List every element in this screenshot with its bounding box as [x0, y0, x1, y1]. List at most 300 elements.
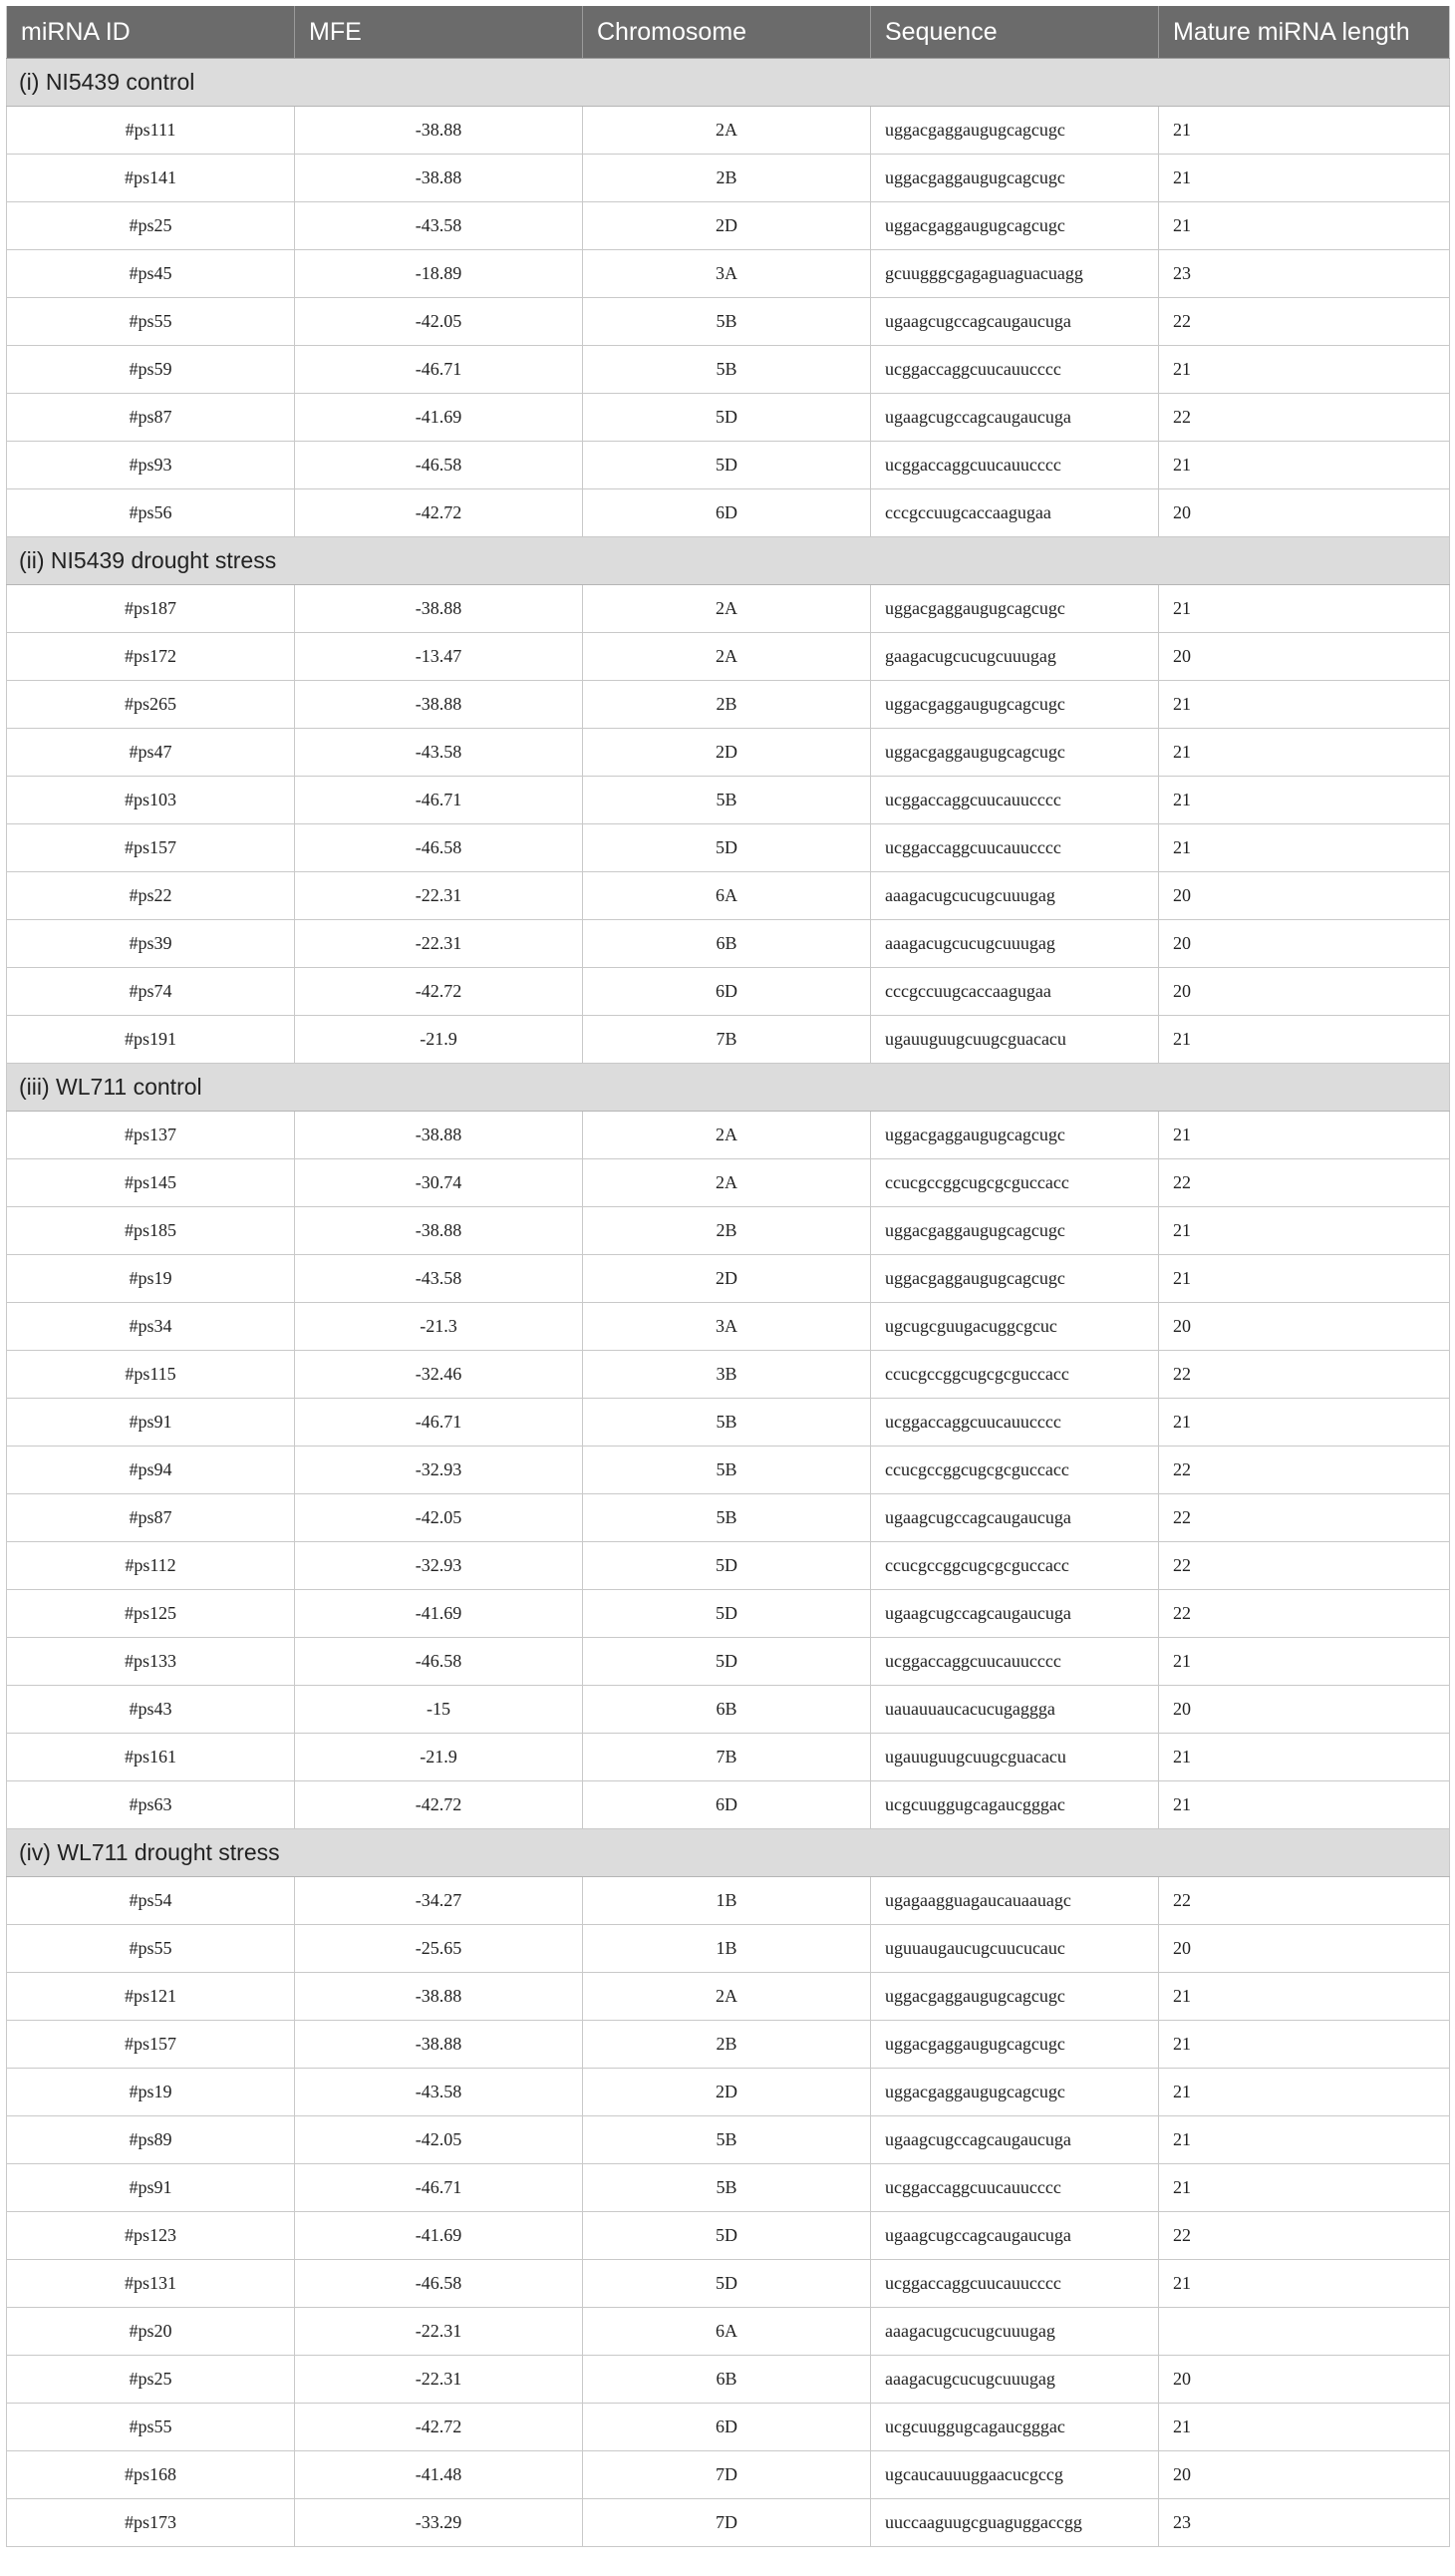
mfe-cell: -34.27: [295, 1877, 583, 1925]
mature-length-cell: 22: [1159, 1877, 1450, 1925]
table-row: [7, 2069, 1450, 2116]
mirna-id-cell: #ps45: [7, 250, 295, 298]
sequence-cell: uggacgaggaugugcagcugc: [871, 202, 1159, 250]
mirna-id-cell: #ps187: [7, 585, 295, 633]
chromosome-cell: 5B: [583, 2116, 871, 2164]
mirna-id-cell: #ps125: [7, 1590, 295, 1638]
mirna-id-cell: #ps59: [7, 346, 295, 394]
chromosome-cell: 5B: [583, 1447, 871, 1494]
sequence-cell: ugaagcugccagcaugaucuga: [871, 394, 1159, 442]
mfe-cell: -38.88: [295, 585, 583, 633]
table-row: [7, 2116, 1450, 2164]
mfe-cell: -38.88: [295, 1112, 583, 1159]
header-chromosome: Chromosome: [583, 6, 871, 59]
mfe-cell: -38.88: [295, 681, 583, 729]
sequence-cell: aaagacugcucugcuuugag: [871, 2308, 1159, 2356]
table-row: [7, 633, 1450, 681]
mature-length-cell: 22: [1159, 1351, 1450, 1399]
mirna-id-cell: #ps74: [7, 968, 295, 1016]
sequence-cell: uggacgaggaugugcagcugc: [871, 107, 1159, 155]
table-row: [7, 1542, 1450, 1590]
chromosome-cell: 6D: [583, 968, 871, 1016]
chromosome-cell: 5B: [583, 346, 871, 394]
mature-length-cell: 22: [1159, 1542, 1450, 1590]
chromosome-cell: 6B: [583, 2356, 871, 2404]
chromosome-cell: 5D: [583, 1638, 871, 1686]
mfe-cell: -46.71: [295, 2164, 583, 2212]
group-label: (i) NI5439 control: [7, 59, 1450, 107]
sequence-cell: uggacgaggaugugcagcugc: [871, 1255, 1159, 1303]
mature-length-cell: 21: [1159, 1973, 1450, 2021]
mature-length-cell: 21: [1159, 155, 1450, 202]
mfe-cell: -41.69: [295, 1590, 583, 1638]
mfe-cell: -46.58: [295, 1638, 583, 1686]
sequence-cell: ugaagcugccagcaugaucuga: [871, 298, 1159, 346]
chromosome-cell: 6D: [583, 489, 871, 537]
mature-length-cell: 22: [1159, 394, 1450, 442]
chromosome-cell: 2A: [583, 1112, 871, 1159]
sequence-cell: uggacgaggaugugcagcugc: [871, 1112, 1159, 1159]
chromosome-cell: 1B: [583, 1877, 871, 1925]
mature-length-cell: 21: [1159, 346, 1450, 394]
mature-length-cell: 21: [1159, 1207, 1450, 1255]
table-row: [7, 1255, 1450, 1303]
mirna-id-cell: #ps168: [7, 2451, 295, 2499]
mfe-cell: -33.29: [295, 2499, 583, 2547]
mirna-id-cell: #ps265: [7, 681, 295, 729]
chromosome-cell: 2B: [583, 1207, 871, 1255]
table-row: [7, 346, 1450, 394]
chromosome-cell: 3A: [583, 1303, 871, 1351]
table-row: [7, 489, 1450, 537]
mfe-cell: -22.31: [295, 2308, 583, 2356]
mature-length-cell: 21: [1159, 442, 1450, 489]
mirna-id-cell: #ps115: [7, 1351, 295, 1399]
chromosome-cell: 2A: [583, 1973, 871, 2021]
mfe-cell: -22.31: [295, 872, 583, 920]
table-row: [7, 2021, 1450, 2069]
chromosome-cell: 5D: [583, 394, 871, 442]
mirna-table: [6, 6, 1450, 2547]
group-label: (ii) NI5439 drought stress: [7, 537, 1450, 585]
group-row: [7, 59, 1450, 107]
table-row: [7, 1877, 1450, 1925]
mirna-id-cell: #ps185: [7, 1207, 295, 1255]
mirna-id-cell: #ps39: [7, 920, 295, 968]
sequence-cell: ccucgccggcugcgcguccacc: [871, 1159, 1159, 1207]
sequence-cell: uggacgaggaugugcagcugc: [871, 1973, 1159, 2021]
mature-length-cell: 21: [1159, 1638, 1450, 1686]
mature-length-cell: 22: [1159, 1159, 1450, 1207]
sequence-cell: ccucgccggcugcgcguccacc: [871, 1447, 1159, 1494]
table-row: [7, 920, 1450, 968]
mature-length-cell: 21: [1159, 2021, 1450, 2069]
table-row: [7, 2308, 1450, 2356]
mfe-cell: -13.47: [295, 633, 583, 681]
chromosome-cell: 2A: [583, 107, 871, 155]
mature-length-cell: 22: [1159, 1590, 1450, 1638]
table-row: [7, 2260, 1450, 2308]
mature-length-cell: 21: [1159, 824, 1450, 872]
mirna-id-cell: #ps137: [7, 1112, 295, 1159]
table-row: [7, 394, 1450, 442]
mirna-id-cell: #ps103: [7, 777, 295, 824]
table-row: [7, 442, 1450, 489]
table-row: [7, 968, 1450, 1016]
group-label: (iv) WL711 drought stress: [7, 1829, 1450, 1877]
mature-length-cell: 21: [1159, 681, 1450, 729]
sequence-cell: ugaagcugccagcaugaucuga: [871, 1590, 1159, 1638]
sequence-cell: ucgcuuggugcagaucgggac: [871, 1781, 1159, 1829]
sequence-cell: ugauuguugcuugcguacacu: [871, 1016, 1159, 1064]
mature-length-cell: 21: [1159, 1734, 1450, 1781]
sequence-cell: uguuaugaucugcuucucauc: [871, 1925, 1159, 1973]
table-row: [7, 1447, 1450, 1494]
mirna-id-cell: #ps87: [7, 394, 295, 442]
chromosome-cell: 2A: [583, 585, 871, 633]
table-row: [7, 1303, 1450, 1351]
mature-length-cell: 22: [1159, 1494, 1450, 1542]
chromosome-cell: 2D: [583, 202, 871, 250]
table-row: [7, 107, 1450, 155]
mirna-id-cell: #ps131: [7, 2260, 295, 2308]
chromosome-cell: 7D: [583, 2499, 871, 2547]
table-row: [7, 1734, 1450, 1781]
mature-length-cell: 21: [1159, 2164, 1450, 2212]
mature-length-cell: 21: [1159, 2260, 1450, 2308]
sequence-cell: ucggaccaggcuucauucccc: [871, 346, 1159, 394]
table-row: [7, 1590, 1450, 1638]
mfe-cell: -38.88: [295, 1973, 583, 2021]
table-row: [7, 729, 1450, 777]
table-row: [7, 298, 1450, 346]
mfe-cell: -46.58: [295, 2260, 583, 2308]
mfe-cell: -15: [295, 1686, 583, 1734]
chromosome-cell: 5B: [583, 1494, 871, 1542]
mirna-id-cell: #ps63: [7, 1781, 295, 1829]
mirna-id-cell: #ps43: [7, 1686, 295, 1734]
table-row: [7, 1016, 1450, 1064]
mirna-id-cell: #ps19: [7, 1255, 295, 1303]
chromosome-cell: 5D: [583, 2260, 871, 2308]
chromosome-cell: 2D: [583, 729, 871, 777]
mfe-cell: -42.05: [295, 1494, 583, 1542]
sequence-cell: ucggaccaggcuucauucccc: [871, 2260, 1159, 2308]
table-row: [7, 1159, 1450, 1207]
mirna-id-cell: #ps55: [7, 1925, 295, 1973]
table-row: [7, 1494, 1450, 1542]
mfe-cell: -32.46: [295, 1351, 583, 1399]
mature-length-cell: 20: [1159, 633, 1450, 681]
mfe-cell: -18.89: [295, 250, 583, 298]
mature-length-cell: 21: [1159, 2069, 1450, 2116]
mirna-id-cell: #ps157: [7, 2021, 295, 2069]
sequence-cell: cccgccuugcaccaagugaa: [871, 489, 1159, 537]
mature-length-cell: 21: [1159, 2404, 1450, 2451]
chromosome-cell: 2D: [583, 1255, 871, 1303]
table-row: [7, 1925, 1450, 1973]
sequence-cell: ccucgccggcugcgcguccacc: [871, 1542, 1159, 1590]
chromosome-cell: 5B: [583, 2164, 871, 2212]
mfe-cell: -42.72: [295, 1781, 583, 1829]
mature-length-cell: [1159, 2308, 1450, 2356]
mature-length-cell: 20: [1159, 489, 1450, 537]
sequence-cell: ugcugcguugacuggcgcuc: [871, 1303, 1159, 1351]
mature-length-cell: 22: [1159, 2212, 1450, 2260]
mature-length-cell: 21: [1159, 1016, 1450, 1064]
mfe-cell: -32.93: [295, 1542, 583, 1590]
mfe-cell: -42.05: [295, 298, 583, 346]
mfe-cell: -46.71: [295, 346, 583, 394]
sequence-cell: ucggaccaggcuucauucccc: [871, 442, 1159, 489]
chromosome-cell: 1B: [583, 1925, 871, 1973]
chromosome-cell: 5D: [583, 2212, 871, 2260]
chromosome-cell: 6A: [583, 872, 871, 920]
sequence-cell: aaagacugcucugcuuugag: [871, 2356, 1159, 2404]
sequence-cell: ucggaccaggcuucauucccc: [871, 824, 1159, 872]
sequence-cell: ugauuguugcuugcguacacu: [871, 1734, 1159, 1781]
table-row: [7, 681, 1450, 729]
mature-length-cell: 23: [1159, 2499, 1450, 2547]
mfe-cell: -42.72: [295, 968, 583, 1016]
table-row: [7, 2212, 1450, 2260]
mirna-id-cell: #ps55: [7, 2404, 295, 2451]
chromosome-cell: 7B: [583, 1016, 871, 1064]
sequence-cell: ucggaccaggcuucauucccc: [871, 777, 1159, 824]
mirna-id-cell: #ps111: [7, 107, 295, 155]
table-row: [7, 202, 1450, 250]
mfe-cell: -42.72: [295, 489, 583, 537]
mirna-id-cell: #ps145: [7, 1159, 295, 1207]
table-row: [7, 585, 1450, 633]
mature-length-cell: 21: [1159, 777, 1450, 824]
table-row: [7, 155, 1450, 202]
mfe-cell: -38.88: [295, 155, 583, 202]
chromosome-cell: 5D: [583, 442, 871, 489]
table-row: [7, 2164, 1450, 2212]
mfe-cell: -41.69: [295, 394, 583, 442]
sequence-cell: gcuugggcgagaguaguacuagg: [871, 250, 1159, 298]
mature-length-cell: 20: [1159, 872, 1450, 920]
mfe-cell: -43.58: [295, 729, 583, 777]
sequence-cell: ugagaagguagaucauaauagc: [871, 1877, 1159, 1925]
chromosome-cell: 6A: [583, 2308, 871, 2356]
sequence-cell: ucgcuuggugcagaucgggac: [871, 2404, 1159, 2451]
mfe-cell: -38.88: [295, 2021, 583, 2069]
chromosome-cell: 2B: [583, 2021, 871, 2069]
chromosome-cell: 5B: [583, 777, 871, 824]
sequence-cell: ccucgccggcugcgcguccacc: [871, 1351, 1159, 1399]
mirna-id-cell: #ps94: [7, 1447, 295, 1494]
mirna-id-cell: #ps34: [7, 1303, 295, 1351]
mirna-id-cell: #ps172: [7, 633, 295, 681]
mfe-cell: -46.58: [295, 824, 583, 872]
chromosome-cell: 5B: [583, 298, 871, 346]
mirna-id-cell: #ps56: [7, 489, 295, 537]
mirna-id-cell: #ps133: [7, 1638, 295, 1686]
table-row: [7, 777, 1450, 824]
chromosome-cell: 6B: [583, 920, 871, 968]
mirna-id-cell: #ps123: [7, 2212, 295, 2260]
mature-length-cell: 21: [1159, 1255, 1450, 1303]
mirna-id-cell: #ps89: [7, 2116, 295, 2164]
sequence-cell: uggacgaggaugugcagcugc: [871, 2069, 1159, 2116]
chromosome-cell: 2A: [583, 633, 871, 681]
sequence-cell: uggacgaggaugugcagcugc: [871, 729, 1159, 777]
chromosome-cell: 2B: [583, 155, 871, 202]
mirna-id-cell: #ps93: [7, 442, 295, 489]
sequence-cell: aaagacugcucugcuuugag: [871, 872, 1159, 920]
sequence-cell: uggacgaggaugugcagcugc: [871, 2021, 1159, 2069]
sequence-cell: ugcaucauuuggaacucgccg: [871, 2451, 1159, 2499]
group-row: [7, 537, 1450, 585]
mirna-id-cell: #ps22: [7, 872, 295, 920]
mirna-id-cell: #ps55: [7, 298, 295, 346]
mirna-id-cell: #ps161: [7, 1734, 295, 1781]
table-header: [7, 6, 1450, 59]
header-mfe: MFE: [295, 6, 583, 59]
mfe-cell: -22.31: [295, 920, 583, 968]
chromosome-cell: 6B: [583, 1686, 871, 1734]
table-row: [7, 1112, 1450, 1159]
mfe-cell: -38.88: [295, 107, 583, 155]
mature-length-cell: 20: [1159, 2451, 1450, 2499]
mirna-id-cell: #ps47: [7, 729, 295, 777]
mirna-id-cell: #ps54: [7, 1877, 295, 1925]
mirna-id-cell: #ps20: [7, 2308, 295, 2356]
mature-length-cell: 20: [1159, 1303, 1450, 1351]
chromosome-cell: 2D: [583, 2069, 871, 2116]
header-mature-length: Mature miRNA length: [1159, 6, 1450, 59]
table-row: [7, 2404, 1450, 2451]
mature-length-cell: 21: [1159, 1399, 1450, 1447]
table-body: [7, 59, 1450, 2547]
mature-length-cell: 21: [1159, 585, 1450, 633]
sequence-cell: uggacgaggaugugcagcugc: [871, 1207, 1159, 1255]
group-row: [7, 1829, 1450, 1877]
mature-length-cell: 20: [1159, 920, 1450, 968]
sequence-cell: cccgccuugcaccaagugaa: [871, 968, 1159, 1016]
mfe-cell: -46.58: [295, 442, 583, 489]
table-row: [7, 2499, 1450, 2547]
table-row: [7, 1399, 1450, 1447]
table-row: [7, 250, 1450, 298]
mirna-id-cell: #ps191: [7, 1016, 295, 1064]
mirna-table-container: [6, 6, 1449, 2547]
chromosome-cell: 3B: [583, 1351, 871, 1399]
mfe-cell: -43.58: [295, 202, 583, 250]
sequence-cell: uggacgaggaugugcagcugc: [871, 585, 1159, 633]
table-row: [7, 2356, 1450, 2404]
mirna-id-cell: #ps112: [7, 1542, 295, 1590]
sequence-cell: ugaagcugccagcaugaucuga: [871, 2116, 1159, 2164]
mature-length-cell: 20: [1159, 2356, 1450, 2404]
mfe-cell: -32.93: [295, 1447, 583, 1494]
mfe-cell: -21.3: [295, 1303, 583, 1351]
mirna-id-cell: #ps141: [7, 155, 295, 202]
chromosome-cell: 5D: [583, 1590, 871, 1638]
table-row: [7, 2451, 1450, 2499]
mirna-id-cell: #ps91: [7, 1399, 295, 1447]
sequence-cell: gaagacugcucugcuuugag: [871, 633, 1159, 681]
mirna-id-cell: #ps19: [7, 2069, 295, 2116]
table-row: [7, 1686, 1450, 1734]
mature-length-cell: 21: [1159, 1781, 1450, 1829]
mfe-cell: -30.74: [295, 1159, 583, 1207]
mature-length-cell: 21: [1159, 2116, 1450, 2164]
mfe-cell: -42.72: [295, 2404, 583, 2451]
mfe-cell: -43.58: [295, 1255, 583, 1303]
sequence-cell: uggacgaggaugugcagcugc: [871, 155, 1159, 202]
mfe-cell: -42.05: [295, 2116, 583, 2164]
table-row: [7, 1973, 1450, 2021]
group-row: [7, 1064, 1450, 1112]
mfe-cell: -21.9: [295, 1016, 583, 1064]
table-row: [7, 1638, 1450, 1686]
mfe-cell: -43.58: [295, 2069, 583, 2116]
mirna-id-cell: #ps157: [7, 824, 295, 872]
mature-length-cell: 22: [1159, 298, 1450, 346]
mirna-id-cell: #ps91: [7, 2164, 295, 2212]
mature-length-cell: 23: [1159, 250, 1450, 298]
mfe-cell: -46.71: [295, 1399, 583, 1447]
chromosome-cell: 2A: [583, 1159, 871, 1207]
header-mirna-id: miRNA ID: [7, 6, 295, 59]
sequence-cell: ugaagcugccagcaugaucuga: [871, 1494, 1159, 1542]
chromosome-cell: 3A: [583, 250, 871, 298]
sequence-cell: uauauuaucacucugaggga: [871, 1686, 1159, 1734]
sequence-cell: aaagacugcucugcuuugag: [871, 920, 1159, 968]
table-row: [7, 824, 1450, 872]
mfe-cell: -21.9: [295, 1734, 583, 1781]
chromosome-cell: 5D: [583, 824, 871, 872]
header-row: [7, 6, 1450, 59]
chromosome-cell: 7B: [583, 1734, 871, 1781]
table-row: [7, 872, 1450, 920]
mirna-id-cell: #ps25: [7, 202, 295, 250]
header-sequence: Sequence: [871, 6, 1159, 59]
table-row: [7, 1781, 1450, 1829]
mature-length-cell: 20: [1159, 968, 1450, 1016]
mirna-id-cell: #ps25: [7, 2356, 295, 2404]
mirna-id-cell: #ps121: [7, 1973, 295, 2021]
table-row: [7, 1351, 1450, 1399]
mfe-cell: -38.88: [295, 1207, 583, 1255]
mature-length-cell: 21: [1159, 202, 1450, 250]
chromosome-cell: 6D: [583, 2404, 871, 2451]
mature-length-cell: 20: [1159, 1686, 1450, 1734]
table-row: [7, 1207, 1450, 1255]
mature-length-cell: 21: [1159, 1112, 1450, 1159]
mature-length-cell: 22: [1159, 1447, 1450, 1494]
mfe-cell: -41.69: [295, 2212, 583, 2260]
mature-length-cell: 21: [1159, 729, 1450, 777]
mfe-cell: -22.31: [295, 2356, 583, 2404]
chromosome-cell: 7D: [583, 2451, 871, 2499]
mirna-id-cell: #ps87: [7, 1494, 295, 1542]
mature-length-cell: 21: [1159, 107, 1450, 155]
mirna-id-cell: #ps173: [7, 2499, 295, 2547]
mfe-cell: -46.71: [295, 777, 583, 824]
sequence-cell: ucggaccaggcuucauucccc: [871, 1638, 1159, 1686]
chromosome-cell: 6D: [583, 1781, 871, 1829]
sequence-cell: ucggaccaggcuucauucccc: [871, 1399, 1159, 1447]
mfe-cell: -41.48: [295, 2451, 583, 2499]
group-label: (iii) WL711 control: [7, 1064, 1450, 1112]
sequence-cell: uggacgaggaugugcagcugc: [871, 681, 1159, 729]
chromosome-cell: 5D: [583, 1542, 871, 1590]
sequence-cell: ugaagcugccagcaugaucuga: [871, 2212, 1159, 2260]
